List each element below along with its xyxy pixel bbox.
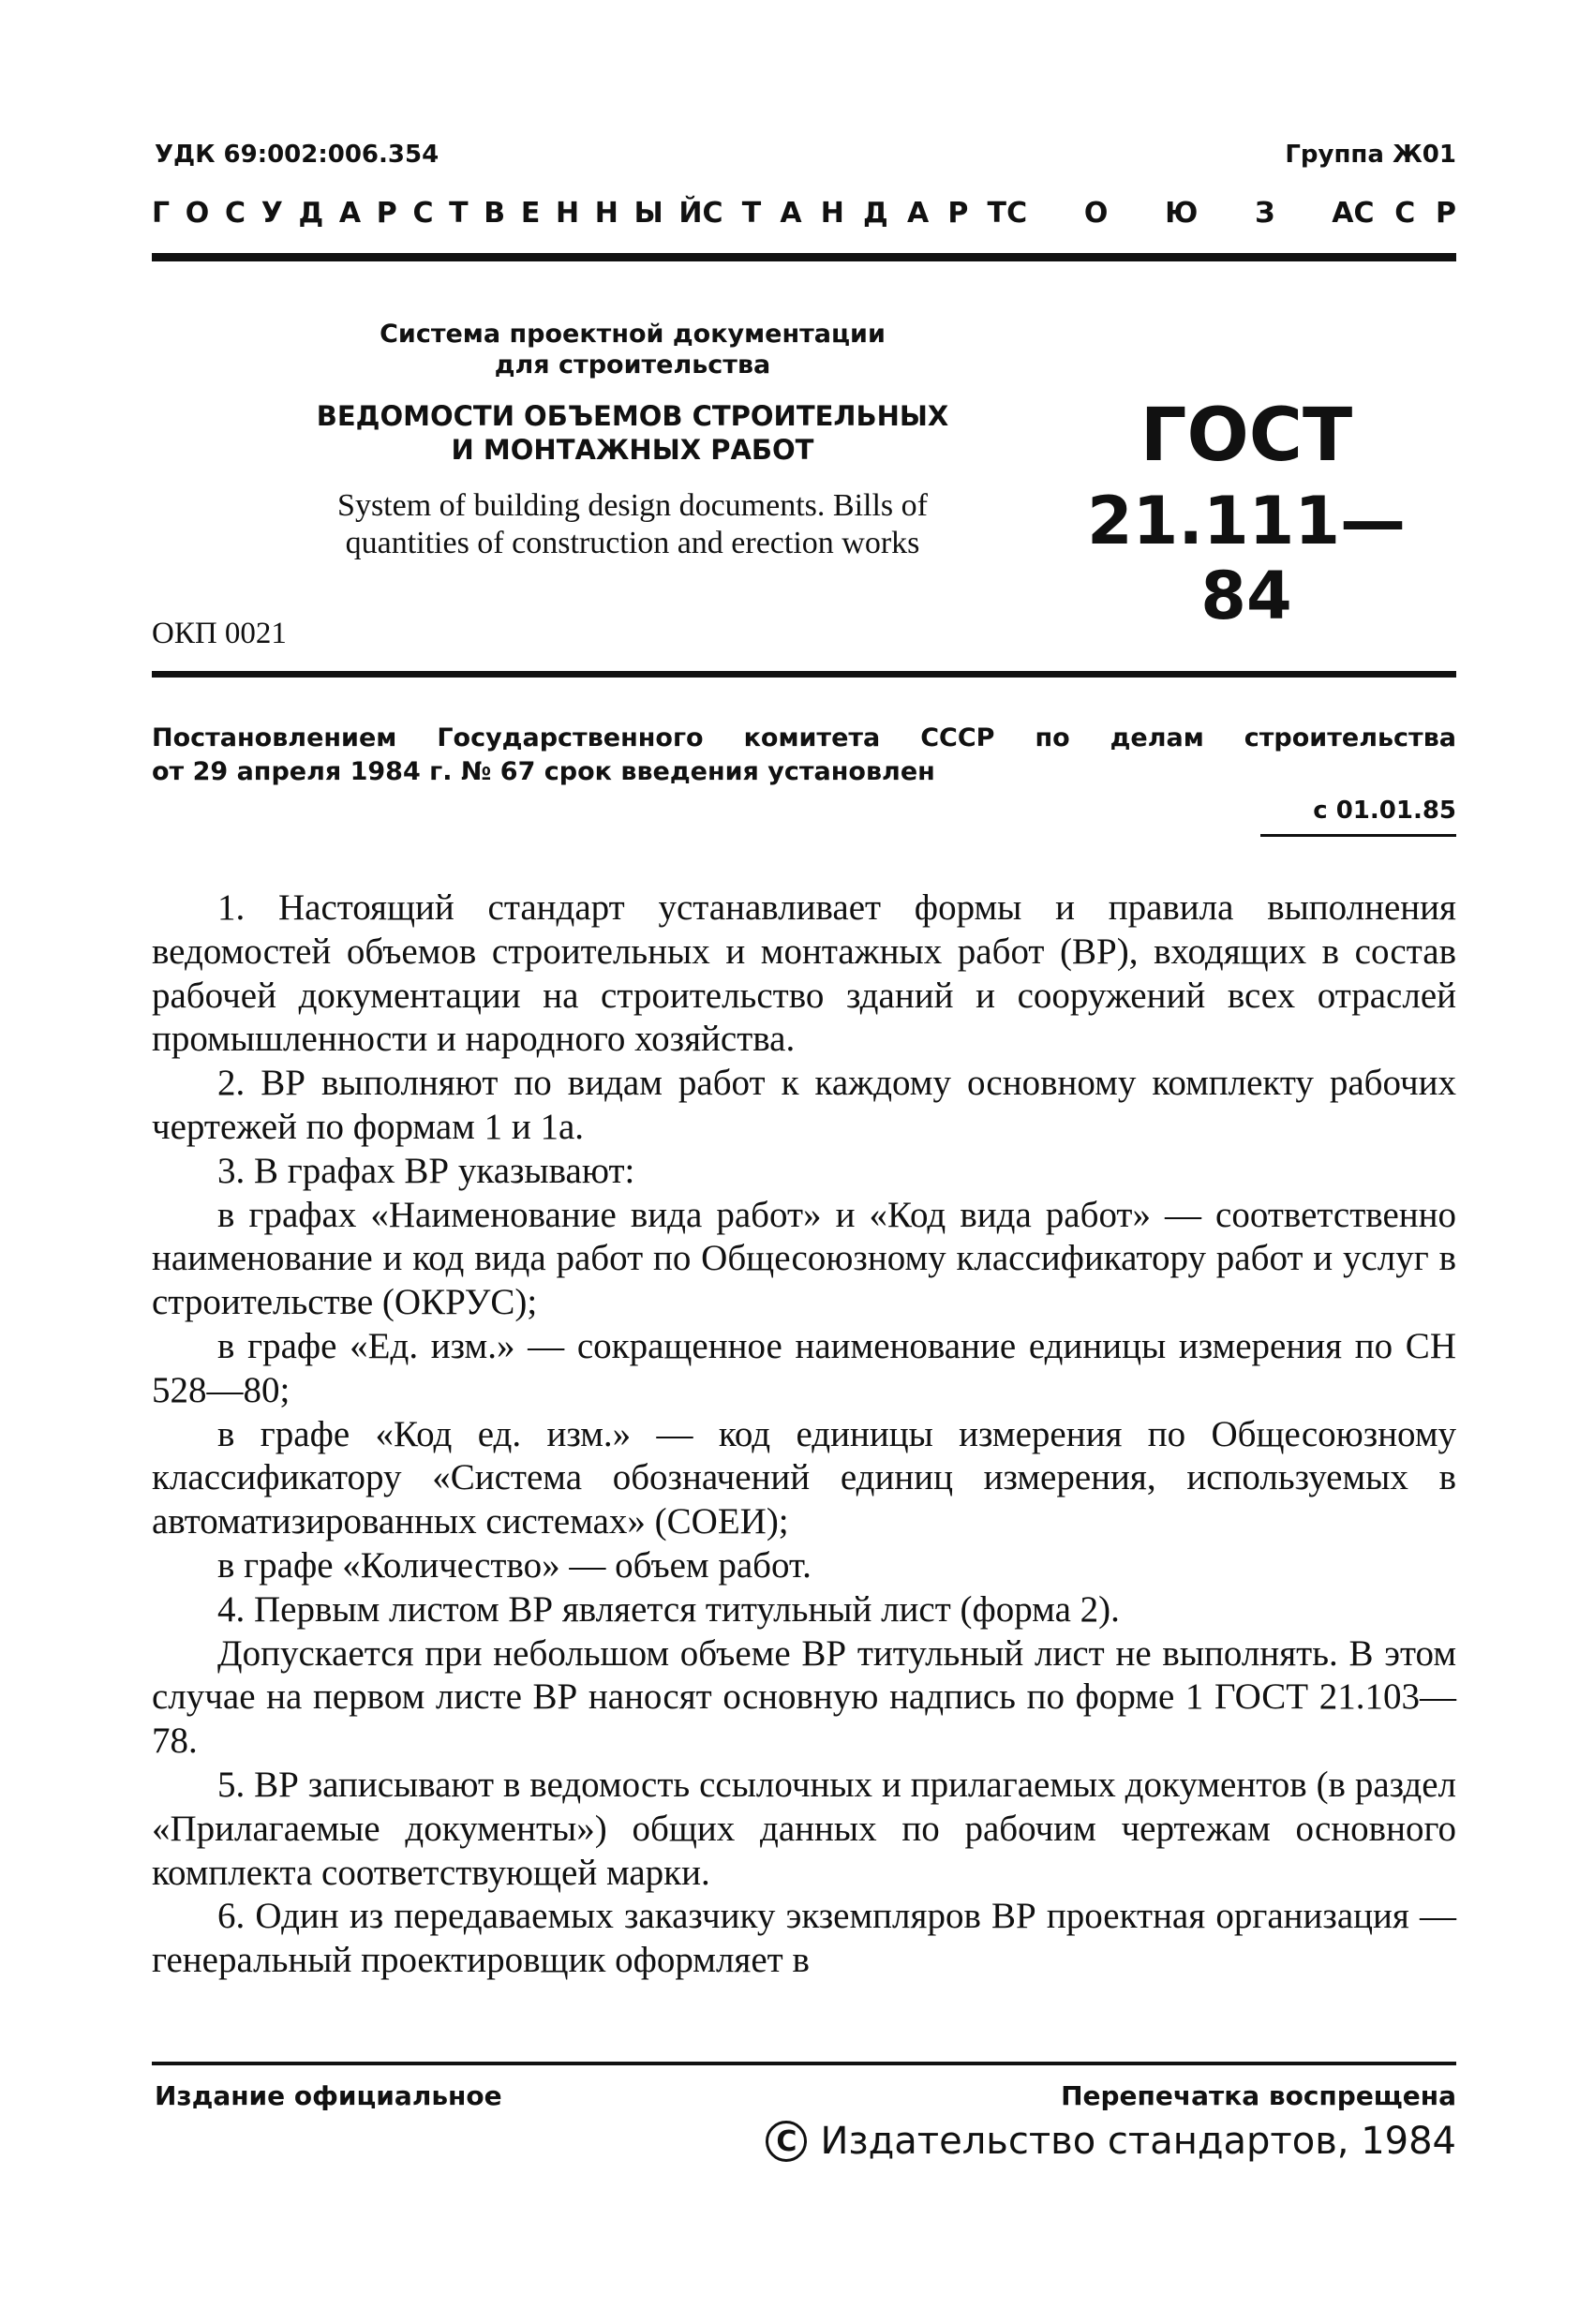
- document-title-line-2: И МОНТАЖНЫХ РАБОТ: [451, 434, 814, 466]
- state-standard-word-1: Г О С У Д А Р С Т В Е Н Н Ы Й: [152, 197, 703, 230]
- state-standard-word-4: С С Р: [1353, 197, 1456, 230]
- gost-label: ГОСТ: [1140, 394, 1353, 478]
- english-title: [272, 487, 993, 562]
- paragraph-1: 1. Настоящий стандарт устанавливает формы и правила выполнения ведомостей объемов строительных и монтажных работ (ВР), входящих в состав рабочей документации на строительство зданий и сооружений всех отраслей промышленности и народного хозяйства.: [152, 887, 1456, 1060]
- paragraph-3: 3. В графах ВР указывают:: [217, 1150, 635, 1191]
- paragraph-2: 2. ВР выполняют по видам работ к каждому основному комплекту рабочих чертежей по формам 1 и 1а.: [152, 1063, 1456, 1147]
- copyright-line: [766, 2120, 1456, 2163]
- standard-body: [152, 886, 1456, 1983]
- paragraph-3-item-3: в графе «Код ед. изм.» — код единицы измерения по Общесоюзному классификатору «Система обозначений единиц измерения, используемых в автоматизированных системах» (СОЕИ);: [152, 1413, 1456, 1542]
- paragraph-5: 5. ВР записывают в ведомость ссылочных и прилагаемых документов (в раздел «Прилагаемые документы») общих данных по рабочим чертежам основного комплекта соответствующей марки.: [152, 1764, 1456, 1893]
- group-code: Группа Ж01: [1285, 141, 1456, 169]
- decree-line-1: Постановлением Государственного комитета СССР по делам строительства: [152, 723, 1456, 752]
- okp-code: ОКП 0021: [152, 617, 287, 650]
- paragraph-3-item-1: в графах «Наименование вида работ» и «Код вида работ» — соответственно наименование и код вида работ по Общесоюзному классификатору работ и услуг в строительстве (ОКРУС);: [152, 1194, 1456, 1323]
- document-title: [272, 399, 993, 467]
- paragraph-4: 4. Первым листом ВР является титульный лист (форма 2).: [217, 1588, 1120, 1630]
- udk-code: УДК 69:002:006.354: [155, 141, 439, 169]
- english-title-line-1: System of building design documents. Bills of: [337, 488, 928, 523]
- paragraph-6: 6. Один из передаваемых заказчику экземпляров ВР проектная организация — генеральный проектировщик оформляет в: [152, 1896, 1456, 1981]
- paragraph-4-note: Допускается при небольшом объеме ВР титульный лист не выполнять. В этом случае на первом листе ВР наносят основную надпись по форме 1 ГОСТ 21.103—78.: [152, 1632, 1456, 1762]
- state-standard-word-2: С Т А Н Д А Р Т: [702, 197, 1007, 230]
- effective-date: с 01.01.85: [1313, 797, 1456, 825]
- official-edition: Издание официальное: [155, 2080, 502, 2111]
- state-standard-word-3: С О Ю З А: [1006, 197, 1354, 230]
- decree-text: [152, 722, 1456, 789]
- system-title-line-2: для строительства: [494, 350, 771, 380]
- effective-date-underline: [1260, 834, 1456, 837]
- publisher: Издательство стандартов, 1984: [820, 2120, 1456, 2163]
- reprint-prohibited: Перепечатка воспрещена: [1061, 2080, 1456, 2111]
- system-title: [272, 319, 993, 380]
- paragraph-3-item-4: в графе «Количество» — объем работ.: [217, 1544, 812, 1586]
- english-title-line-2: quantities of construction and erection works: [345, 526, 920, 560]
- decree-line-2: от 29 апреля 1984 г. № 67 срок введения установлен: [152, 757, 935, 786]
- title-rule: [152, 671, 1456, 678]
- paragraph-3-item-2: в графе «Ед. изм.» — сокращенное наименование единицы измерения по СН 528—80;: [152, 1325, 1456, 1410]
- title-block: [272, 319, 993, 562]
- gost-number: 21.111—84: [1086, 483, 1407, 634]
- document-title-line-1: ВЕДОМОСТИ ОБЪЕМОВ СТРОИТЕЛЬНЫХ: [316, 400, 949, 432]
- footer-rule: [152, 2062, 1456, 2065]
- state-standard-heading: [152, 197, 1456, 230]
- copyright-icon: C: [766, 2121, 807, 2162]
- system-title-line-1: Система проектной документации: [380, 320, 886, 349]
- gost-designation: [1078, 394, 1415, 633]
- header-rule: [152, 253, 1456, 261]
